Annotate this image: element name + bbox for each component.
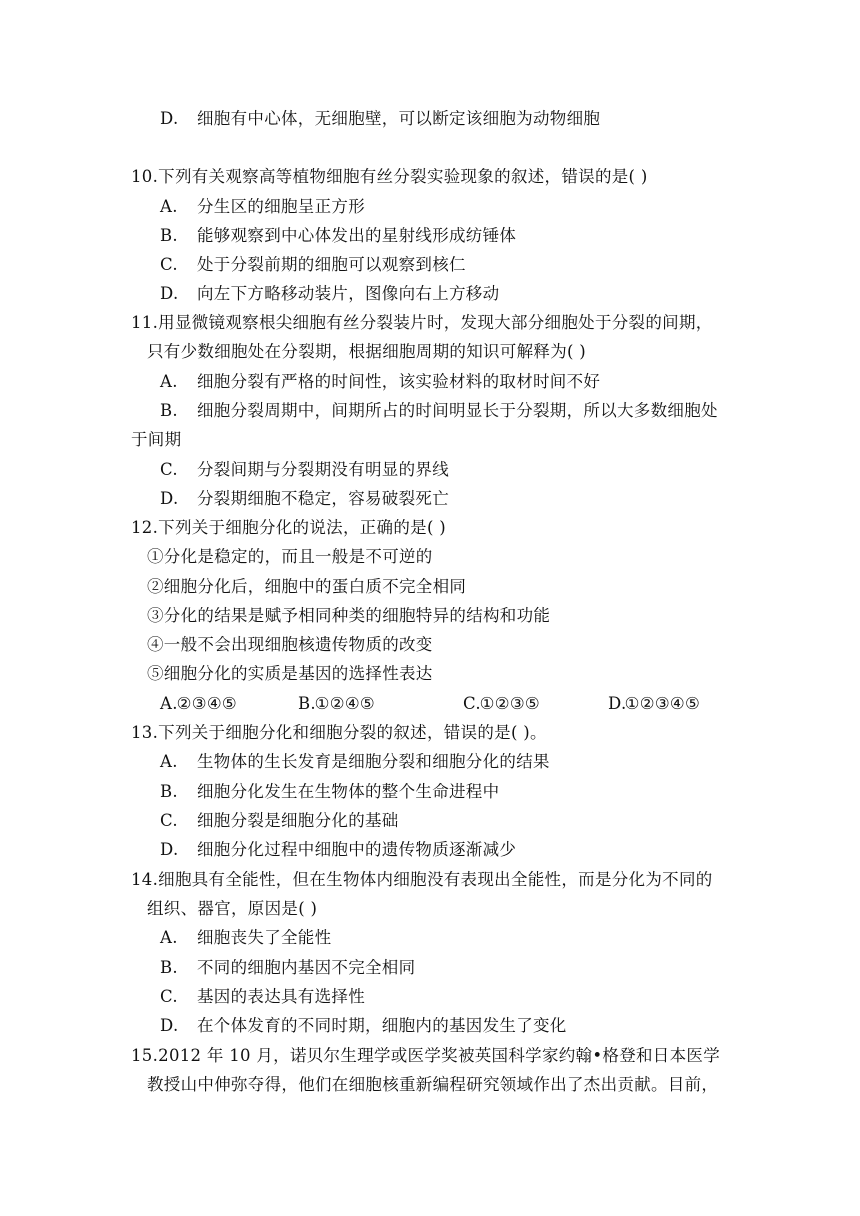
q11-option-d [160, 488, 449, 510]
q14-option-b [160, 957, 415, 979]
option-text: ①②③⑤ [479, 694, 541, 713]
option-text: 分生区的细胞呈正方形 [197, 197, 365, 216]
q15-stem-line1: 15.2012 年 10 月，诺贝尔生理学或医学奖被英国科学家约翰•格登和日本医学 [131, 1046, 720, 1065]
q14-stem-line2: 组织、器官，原因是( ) [147, 899, 318, 918]
q11-stem-line2: 只有少数细胞处在分裂期，根据细胞周期的知识可解释为( ) [147, 342, 587, 361]
option-text: 分裂间期与分裂期没有明显的界线 [197, 460, 449, 479]
q11-option-a [160, 371, 600, 393]
option-text: 细胞丧失了全能性 [197, 928, 332, 947]
option-text: 在个体发育的不同时期，细胞内的基因发生了变化 [197, 1016, 567, 1035]
q12-choice-c [463, 693, 541, 715]
option-letter: C. [160, 987, 178, 1006]
option-text: 能够观察到中心体发出的星射线形成纺锤体 [197, 226, 517, 245]
option-text: 细胞分裂周期中，间期所占的时间明显长于分裂期，所以大多数细胞处 [197, 401, 718, 420]
q13-stem: 13.下列关于细胞分化和细胞分裂的叙述，错误的是( )。 [131, 723, 547, 742]
option-letter: A. [160, 372, 178, 391]
q13-option-a [160, 751, 550, 773]
q14-option-d [160, 1015, 567, 1037]
q10-option-a [160, 196, 365, 218]
option-letter: D. [160, 284, 179, 303]
q12-statement-1: ①分化是稳定的，而且一般是不可逆的 [147, 547, 433, 566]
q12-statement-3: ③分化的结果是赋予相同种类的细胞特异的结构和功能 [147, 606, 551, 625]
option-text: 细胞分裂有严格的时间性，该实验材料的取材时间不好 [197, 372, 601, 391]
option-text: 细胞有中心体，无细胞壁，可以断定该细胞为动物细胞 [197, 109, 601, 128]
q12-statement-2: ②细胞分化后，细胞中的蛋白质不完全相同 [147, 577, 467, 596]
q13-option-d [160, 839, 516, 861]
option-letter: D. [160, 109, 179, 128]
option-text: ①②③④⑤ [624, 694, 701, 713]
option-letter: D. [160, 840, 179, 859]
q10-option-b [160, 225, 516, 247]
option-text: 基因的表达具有选择性 [197, 987, 365, 1006]
option-letter: A. [160, 694, 178, 713]
option-letter: D. [608, 694, 627, 713]
option-letter: B. [160, 782, 178, 801]
option-letter: C. [463, 694, 481, 713]
option-letter: A. [160, 197, 178, 216]
option-letter: A. [160, 752, 178, 771]
q11-option-b-continued: 于间期 [131, 430, 182, 449]
option-text: 处于分裂前期的细胞可以观察到核仁 [197, 255, 466, 274]
q12-choice-b [298, 693, 376, 715]
q13-option-b [160, 781, 499, 803]
option-text: 分裂期细胞不稳定，容易破裂死亡 [197, 489, 449, 508]
option-letter: C. [160, 255, 178, 274]
option-text: 生物体的生长发育是细胞分裂和细胞分化的结果 [197, 752, 550, 771]
q12-choice-a [160, 693, 238, 715]
q11-option-b [160, 400, 718, 422]
option-letter: B. [160, 401, 178, 420]
option-text: ②③④⑤ [176, 694, 238, 713]
option-letter: D. [160, 1016, 179, 1035]
option-letter: D. [160, 489, 179, 508]
q13-option-c [160, 810, 399, 832]
q12-statement-4: ④一般不会出现细胞核遗传物质的改变 [147, 635, 433, 654]
q10-option-d [160, 283, 499, 305]
option-letter: A. [160, 928, 178, 947]
option-letter: C. [160, 460, 178, 479]
q12-stem: 12.下列关于细胞分化的说法，正确的是( ) [131, 518, 446, 537]
option-letter: C. [160, 811, 178, 830]
q11-stem-line1: 11.用显微镜观察根尖细胞有丝分裂装片时，发现大部分细胞处于分裂的间期， [131, 313, 713, 332]
q12-choice-d [608, 693, 701, 715]
q9-option-d [160, 108, 600, 130]
option-letter: B. [160, 226, 178, 245]
option-text: 细胞分化过程中细胞中的遗传物质逐渐减少 [197, 840, 517, 859]
option-text: 细胞分化发生在生物体的整个生命进程中 [197, 782, 500, 801]
option-text: ①②④⑤ [314, 694, 376, 713]
q15-stem-line2: 教授山中伸弥夺得，他们在细胞核重新编程研究领域作出了杰出贡献。目前， [147, 1075, 719, 1094]
option-letter: B. [298, 694, 316, 713]
option-text: 细胞分裂是细胞分化的基础 [197, 811, 399, 830]
q14-option-c [160, 986, 365, 1008]
option-text: 不同的细胞内基因不完全相同 [197, 958, 416, 977]
option-letter: B. [160, 958, 178, 977]
q14-stem-line1: 14.细胞具有全能性，但在生物体内细胞没有表现出全能性，而是分化为不同的 [131, 870, 713, 889]
option-text: 向左下方略移动装片，图像向右上方移动 [197, 284, 500, 303]
q10-stem: 10.下列有关观察高等植物细胞有丝分裂实验现象的叙述，错误的是( ) [131, 167, 648, 186]
q14-option-a [160, 927, 331, 949]
q12-statement-5: ⑤细胞分化的实质是基因的选择性表达 [147, 664, 433, 683]
q11-option-c [160, 459, 449, 481]
q10-option-c [160, 254, 466, 276]
